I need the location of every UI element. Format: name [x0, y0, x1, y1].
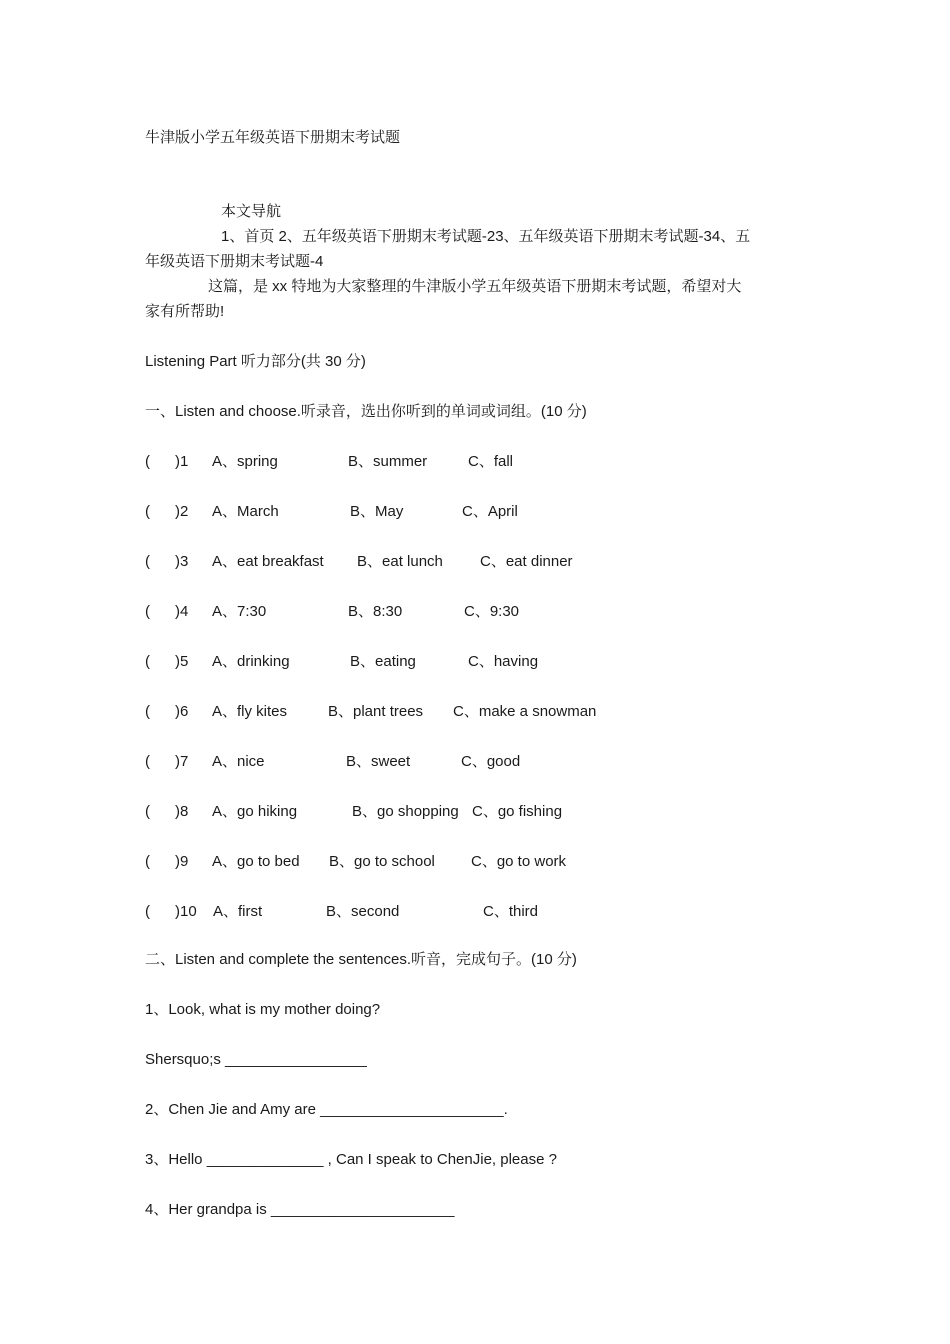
question-number: )1: [175, 453, 189, 470]
section2-heading: 二、Listen and complete the sentences.听音，完成句子。(10 分): [145, 951, 577, 968]
answer-paren: (: [145, 803, 150, 820]
sentence-line: 2、Chen Jie and Amy are ______________________.: [145, 1101, 508, 1118]
option-c: C、good: [461, 753, 521, 770]
option-b: B、eat lunch: [357, 553, 443, 570]
option-a: A、7:30: [212, 603, 267, 620]
intro-line-1: 这篇，是 xx 特地为大家整理的牛津版小学五年级英语下册期末考试题，希望对大: [208, 278, 742, 295]
option-a: A、first: [213, 903, 263, 920]
option-b: B、8:30: [348, 603, 403, 620]
answer-paren: (: [145, 903, 150, 920]
question-number: )3: [175, 553, 189, 570]
option-b: B、eating: [350, 653, 416, 670]
option-b: B、second: [326, 903, 400, 920]
sentence-line: Shersquo;s _________________: [145, 1051, 367, 1068]
question-number: )7: [175, 753, 189, 770]
option-b: B、go shopping: [352, 803, 459, 820]
question-number: )6: [175, 703, 189, 720]
question-row: [145, 852, 845, 872]
question-row: [145, 502, 845, 522]
question-number: )9: [175, 853, 189, 870]
question-number: )2: [175, 503, 189, 520]
answer-paren: (: [145, 453, 150, 470]
sentence-line: 3、Hello ______________ , Can I speak to ChenJie, please ?: [145, 1151, 557, 1168]
option-a: A、spring: [212, 453, 278, 470]
nav-links-line-1: 1、首页 2、五年级英语下册期末考试题-23、五年级英语下册期末考试题-34、五: [221, 228, 751, 245]
option-a: A、fly kites: [212, 703, 288, 720]
answer-paren: (: [145, 653, 150, 670]
nav-links-line-2: 年级英语下册期末考试题-4: [145, 253, 324, 270]
answer-paren: (: [145, 503, 150, 520]
question-row: [145, 702, 845, 722]
option-a: A、nice: [212, 753, 265, 770]
option-c: C、go to work: [471, 853, 567, 870]
sentence-line: 4、Her grandpa is ______________________: [145, 1201, 455, 1218]
option-c: C、eat dinner: [480, 553, 573, 570]
answer-paren: (: [145, 853, 150, 870]
option-a: A、eat breakfast: [212, 553, 324, 570]
option-b: B、summer: [348, 453, 428, 470]
option-c: C、9:30: [464, 603, 520, 620]
sentence-line: 1、Look, what is my mother doing?: [145, 1001, 381, 1018]
option-b: B、sweet: [346, 753, 411, 770]
question-row: [145, 652, 845, 672]
option-c: C、third: [483, 903, 539, 920]
answer-paren: (: [145, 753, 150, 770]
option-a: A、go to bed: [212, 853, 300, 870]
listening-heading: Listening Part 听力部分(共 30 分): [145, 353, 366, 370]
question-row: [145, 452, 845, 472]
document-title: 牛津版小学五年级英语下册期末考试题: [145, 129, 401, 146]
option-a: A、drinking: [212, 653, 290, 670]
nav-label: 本文导航: [221, 203, 282, 220]
question-number: )4: [175, 603, 189, 620]
answer-paren: (: [145, 703, 150, 720]
option-a: A、go hiking: [212, 803, 298, 820]
option-a: A、March: [212, 503, 279, 520]
option-c: C、go fishing: [472, 803, 563, 820]
option-b: B、May: [350, 503, 404, 520]
option-c: C、April: [462, 503, 518, 520]
option-c: C、having: [468, 653, 539, 670]
answer-paren: (: [145, 553, 150, 570]
option-b: B、plant trees: [328, 703, 424, 720]
question-number: )8: [175, 803, 189, 820]
question-row: [145, 902, 845, 922]
option-c: C、fall: [468, 453, 514, 470]
option-b: B、go to school: [329, 853, 435, 870]
answer-paren: (: [145, 603, 150, 620]
section1-heading: 一、Listen and choose.听录音，选出你听到的单词或词组。(10 分): [145, 403, 587, 420]
question-row: [145, 552, 845, 572]
question-row: [145, 602, 845, 622]
question-row: [145, 802, 845, 822]
intro-line-2: 家有所帮助!: [145, 303, 225, 320]
question-number: )10: [175, 903, 197, 920]
option-c: C、make a snowman: [453, 703, 597, 720]
question-row: [145, 752, 845, 772]
question-number: )5: [175, 653, 189, 670]
